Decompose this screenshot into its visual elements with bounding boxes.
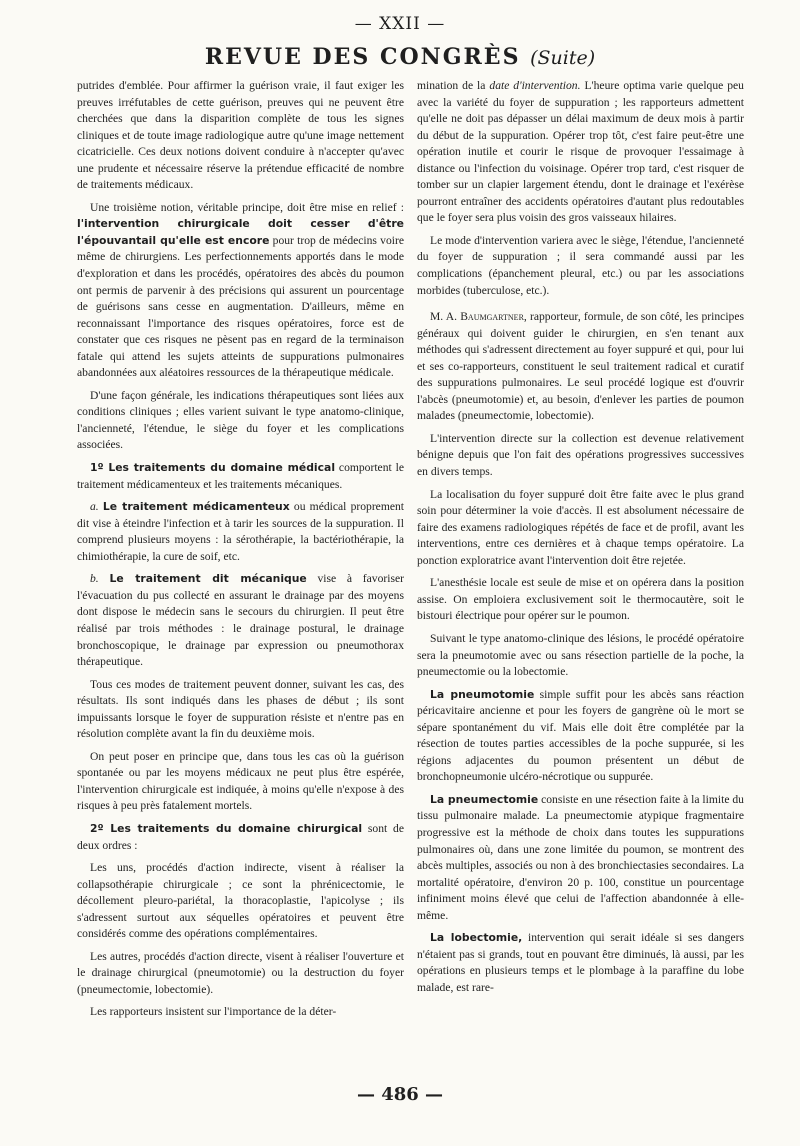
paragraph — [77, 821, 404, 854]
text: Une troisième notion, véritable principe, doit être mise en relief : — [90, 200, 404, 214]
text: pour trop de médecins voire même de chirurgiens. Les perfectionnements apportés dans le mode d'exploration et dans les procédés, opératoires des abcès du poumon ont permis de parvenir à des précisions qui assurent un pourcentage de guérisons sans cesse en augmentation. D'ailleurs, même en reconnaissant l'importance des risques opératoires, force est de constater que ces risques ne pèsent pas en regard de la terminaison fatale qui attend les sujets atteints de suppurations pulmonaires abandonnées aux aléatoires ressources de la thérapeutique médicale. — [77, 233, 404, 380]
text: sont de deux ordres : — [77, 821, 404, 852]
page-number: — 486 — — [356, 1084, 444, 1105]
text: M. A. — [430, 310, 458, 324]
paragraph — [417, 792, 744, 924]
paragraph: Tous ces modes de traitement peuvent donner, suivant les cas, des résultats. Ils sont indiqués dans les phases de début ; ils sont impuissants lorsque le foyer de suppuration résiste et n'entre pas en résolution complète avant la fin du deuxième mois. — [77, 677, 404, 741]
paragraph — [417, 930, 744, 996]
paragraph — [417, 309, 744, 425]
paragraph — [417, 78, 744, 227]
text: consiste en une résection faite à la limite du tissu pulmonaire malade. La pneumectomie atypique fragmentaire progressive est la méthode de choix dans toutes les suppurations pulmonaires où, dans une zone limitée du poumon, se montrent des abcès multiples, associés ou non à des bronchiectasies secondaires. La mortalité opératoire, d'environ 20 p. 100, constitue un pourcentage infiniment moins élevé que celui de l'affection abandonnée à elle-même. — [417, 792, 744, 922]
paragraph: Le mode d'intervention variera avec le siège, l'étendue, l'ancienneté du foyer de suppuration ; il sera commandé aussi par les complications (épanchement pleural, etc.) ou par les associations morbides (tuberculose, etc.). — [417, 233, 744, 297]
author-name: Baumgartner, — [460, 310, 527, 324]
paragraph: Suivant le type anatomo-clinique des lésions, le procédé opératoire sera la pneumotomie avec ou sans résection partielle de la poche, la pneumectomie ou la lobectomie. — [417, 631, 744, 679]
paragraph — [77, 499, 404, 565]
bold-text: l'intervention chirurgicale doit cesser d'être l'épouvantail qu'elle est encore — [77, 217, 404, 247]
text: L'heure optima varie quelque peu avec la variété du foyer de suppuration ; les rapporteurs admettent qu'elle ne doit pas dépasser un délai maximum de deux mois à partir du début de la suppuration. Opérer trop tôt, c'est faire peut-être une opération inutile et courir le risque de provoquer l'essaimage à distance ou l'infection du voisinage. Opérer trop tard, c'est risquer de tomber sur un clapier largement étendu, dont le drainage et l'exérèse pourront entraîner des accidents opératoires d'autant plus redoutables que le foyer sera plus voisin des gros vaisseaux hilaires. — [417, 79, 744, 225]
text: intervention qui serait idéale si ses dangers n'étaient pas si grands, tout en pouvant être diminués, là aussi, par les opérations en plusieurs temps et le plombage à la paraffine du lobe malade, est rare- — [417, 931, 745, 994]
title-main: REVUE DES CONGRÈS — [204, 44, 521, 70]
paragraph — [417, 687, 744, 786]
paragraph: On peut poser en principe que, dans tous les cas où la guérison spontanée ou par les moyens médicaux ne peut plus être espérée, l'intervention chirurgicale est indiquée, à moins qu'elle n'expose à des risques à peu près fatalement mortels. — [77, 749, 404, 813]
paragraph — [77, 200, 404, 382]
text: comportent le traitement médicamenteux et les traitements mécaniques. — [77, 461, 404, 491]
text: vise à favoriser l'évacuation du pus collecté en assurant le drainage par des moyens dont dispose le médecin sans le secours du chirurgien. Il peut être réalisé par trois méthodes : le drainage postural, le drainage bronchoscopique, le drainage par expression ou pneumothorax thérapeutique. — [77, 572, 404, 669]
text: mination de la — [417, 79, 486, 92]
italic-text: date d'intervention. — [489, 79, 581, 92]
left-column — [77, 78, 404, 1027]
paragraph: Les rapporteurs insistent sur l'importance de la déter- — [90, 1005, 337, 1019]
bold-text: La lobectomie, — [430, 931, 523, 945]
text: ou médical proprement dit vise à éteindre l'infection et à tarir les sources de la suppuration. Il comprend plusieurs moyens : la sérothérapie, la bactériothérapie, la chimiothérapie, la cure de soif, etc. — [77, 500, 405, 563]
section-heading: 1º Les traitements du domaine médical — [90, 461, 336, 475]
bold-text: Le traitement dit mécanique — [109, 572, 307, 586]
title-suite: (Suite) — [530, 47, 596, 69]
paragraph: L'intervention directe sur la collection est devenue relativement bénigne depuis que l'on fait des opérations progressives successives en divers temps. — [417, 431, 744, 479]
text: simple suffit pour les abcès sans réaction péricavitaire ancienne et pour les foyers de gangrène où le mort se sépare spontanément du vif. Mais elle doit être complétée par la résection de toutes parties accessibles de la poche suppurée, si les régions adjacentes du poumon présentent un début de bronchopneumonie ulcéro-nécrotique ou suppurée. — [417, 687, 745, 784]
paragraph: Les uns, procédés d'action indirecte, visent à réaliser la collapsothérapie chirurgicale ; ce sont la phrénicectomie, le décollement pleuro-pariétal, la thoracoplastie, l'apicolyse ; ils s'adressent surtout aux séquelles opératoires et peuvent être considérés comme des opérations complémentaires. — [77, 861, 404, 941]
item-letter: a. — [90, 500, 99, 514]
paragraph: L'anesthésie locale est seule de mise et on opérera dans la position assise. On emploiera exclusivement soit le thermocautère, soit le bistouri électrique pour opérer sur le poumon. — [417, 576, 744, 623]
text: rapporteur, formule, de son côté, les principes généraux qui doivent guider le chirurgien, en s'en tenant aux méthodes qui s'adressent directement au foyer suppuré et qui, pour lui et ses co-rapporteurs, constituent le seul traitement radical et curatif des suppurations pulmonaires. Le seul procédé logique est d'ouvrir l'abcès (pneumotomie) et, au besoin, d'enlever les parties de poumon malades (pneumectomie, lobectomie). — [417, 310, 744, 423]
paragraph: putrides d'emblée. Pour affirmer la guérison vraie, il faut exiger les preuves irréfutables de cette guérison, preuves qui ne peuvent être cherchées que dans la disparition complète de tous les signes cliniques et de toute image radiologique autre qu'une image nettement cicatricielle. Ces deux notions doivent conduire à n'accepter qu'avec une prudente et nécessaire réserve la prétendue efficacité de nombre de traitements médicaux. — [77, 79, 404, 192]
paragraph — [77, 571, 404, 670]
page-title — [0, 44, 800, 70]
bold-text: La pneumectomie — [430, 792, 539, 806]
right-column — [417, 78, 744, 1002]
section-heading: 2º Les traitements du domaine chirurgical — [90, 821, 363, 835]
bold-text: Le traitement médicamenteux — [102, 500, 290, 514]
paragraph: Les autres, procédés d'action directe, visent à réaliser l'ouverture et le drainage chirurgical (pneumotomie) ou la destruction du foyer (pneumectomie, lobectomie). — [77, 949, 404, 996]
item-letter: b. — [90, 572, 99, 586]
paragraph — [77, 460, 404, 493]
paragraph: La localisation du foyer suppuré doit être faite avec le plus grand soin pour déterminer la voie d'accès. Il est absolument nécessaire de faire des examens radiologiques répétés de face et de profil, avant les interventions, entre ces dernières et à chaque temps opératoire. La ponction exploratrice avant l'intervention doit être rejetée. — [417, 487, 744, 567]
page-roman-numeral: — XXII — — [354, 14, 446, 34]
paragraph: D'une façon générale, les indications thérapeutiques sont liées aux conditions cliniques ; elles varient suivant le type anatomo-clinique, l'ancienneté, l'étendue, le siège du foyer et les complications associées. — [77, 388, 404, 452]
bold-text: La pneumotomie — [430, 687, 535, 701]
